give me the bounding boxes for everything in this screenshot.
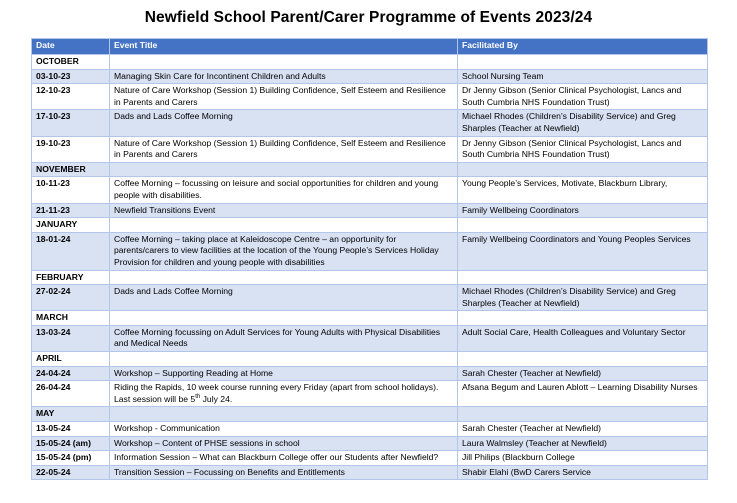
event-date: 18-01-24 (32, 232, 110, 270)
month-row (32, 162, 708, 177)
event-date: 03-10-23 (32, 69, 110, 84)
event-row (32, 203, 708, 218)
event-facilitator: Michael Rhodes (Children’s Disability Service) and Greg Sharples (Teacher at Newfield) (458, 110, 708, 136)
event-facilitator: Afsana Begum and Lauren Ablott – Learning Disability Nurses (458, 381, 708, 407)
event-title: Coffee Morning – taking place at Kaleidoscope Centre – an opportunity for parents/carers to view facilities at the location of the Young People’s Services Holiday Provision for children and young people with disabilities (110, 232, 458, 270)
event-date: 19-10-23 (32, 136, 110, 162)
event-row (32, 232, 708, 270)
event-row (32, 69, 708, 84)
event-row (32, 436, 708, 451)
month-row (32, 407, 708, 422)
month-label: MARCH (32, 311, 110, 326)
event-row (32, 136, 708, 162)
event-date: 21-11-23 (32, 203, 110, 218)
event-row (32, 84, 708, 110)
event-title: Transition Session – Focussing on Benefits and Entitlements (110, 465, 458, 480)
header-date: Date (32, 39, 110, 55)
event-facilitator: Laura Walmsley (Teacher at Newfield) (458, 436, 708, 451)
event-date: 13-03-24 (32, 325, 110, 351)
event-title (110, 381, 458, 407)
event-facilitator: Sarah Chester (Teacher at Newfield) (458, 366, 708, 381)
event-title-tail: July 24. (200, 393, 233, 404)
event-date: 17-10-23 (32, 110, 110, 136)
event-title: Workshop – Content of PHSE sessions in school (110, 436, 458, 451)
event-title: Dads and Lads Coffee Morning (110, 110, 458, 136)
event-date: 15-05-24 (pm) (32, 451, 110, 466)
month-row (32, 311, 708, 326)
events-table (31, 38, 708, 480)
event-row (32, 451, 708, 466)
month-row (32, 352, 708, 367)
empty-cell (110, 55, 458, 70)
month-label: OCTOBER (32, 55, 110, 70)
event-row (32, 325, 708, 351)
event-date: 10-11-23 (32, 177, 110, 203)
event-date: 13-05-24 (32, 422, 110, 437)
empty-cell (458, 270, 708, 285)
event-title: Coffee Morning focussing on Adult Services for Young Adults with Physical Disabilities and Medical Needs (110, 325, 458, 351)
empty-cell (458, 407, 708, 422)
event-date: 22-05-24 (32, 465, 110, 480)
table-header-row (32, 39, 708, 55)
event-row (32, 110, 708, 136)
event-date: 12-10-23 (32, 84, 110, 110)
header-facilitated-by: Facilitated By (458, 39, 708, 55)
event-date: 27-02-24 (32, 285, 110, 311)
event-title: Workshop – Supporting Reading at Home (110, 366, 458, 381)
event-title: Information Session – What can Blackburn College offer our Students after Newfield? (110, 451, 458, 466)
empty-cell (110, 407, 458, 422)
month-row (32, 55, 708, 70)
month-label: APRIL (32, 352, 110, 367)
page-title: Newfield School Parent/Carer Programme of Events 2023/24 (144, 9, 593, 26)
table-body (32, 55, 708, 480)
event-date: 24-04-24 (32, 366, 110, 381)
event-facilitator: Shabir Elahi (BwD Carers Service (458, 465, 708, 480)
month-row (32, 270, 708, 285)
event-row (32, 465, 708, 480)
event-title-text: Riding the Rapids, 10 week course running every Friday (apart from school holidays). Last session will be 5 (114, 382, 439, 404)
event-row (32, 285, 708, 311)
event-facilitator: Dr Jenny Gibson (Senior Clinical Psychologist, Lancs and South Cumbria NHS Foundation Trust) (458, 84, 708, 110)
event-facilitator: Family Wellbeing Coordinators (458, 203, 708, 218)
event-title: Managing Skin Care for Incontinent Children and Adults (110, 69, 458, 84)
event-row (32, 366, 708, 381)
empty-cell (110, 311, 458, 326)
event-facilitator: Jill Philips (Blackburn College (458, 451, 708, 466)
empty-cell (110, 352, 458, 367)
month-label: FEBRUARY (32, 270, 110, 285)
month-label: JANUARY (32, 218, 110, 233)
event-row (32, 422, 708, 437)
event-date: 15-05-24 (am) (32, 436, 110, 451)
empty-cell (458, 311, 708, 326)
event-row (32, 177, 708, 203)
event-facilitator: School Nursing Team (458, 69, 708, 84)
event-title: Coffee Morning – focussing on leisure and social opportunities for children and young people with disabilities. (110, 177, 458, 203)
event-facilitator: Family Wellbeing Coordinators and Young Peoples Services (458, 232, 708, 270)
event-title: Nature of Care Workshop (Session 1) Building Confidence, Self Esteem and Resilience in Parents and Carers (110, 84, 458, 110)
event-facilitator: Young People’s Services, Motivate, Blackburn Library, (458, 177, 708, 203)
month-label: NOVEMBER (32, 162, 110, 177)
empty-cell (110, 270, 458, 285)
empty-cell (458, 352, 708, 367)
month-row (32, 218, 708, 233)
event-facilitator: Dr Jenny Gibson (Senior Clinical Psychologist, Lancs and South Cumbria NHS Foundation Trust) (458, 136, 708, 162)
event-title: Nature of Care Workshop (Session 1) Building Confidence, Self Esteem and Resilience in Parents and Carers (110, 136, 458, 162)
month-label: MAY (32, 407, 110, 422)
event-facilitator: Adult Social Care, Health Colleagues and Voluntary Sector (458, 325, 708, 351)
event-title: Newfield Transitions Event (110, 203, 458, 218)
empty-cell (110, 162, 458, 177)
event-title: Dads and Lads Coffee Morning (110, 285, 458, 311)
event-facilitator: Michael Rhodes (Children’s Disability Service) and Greg Sharples (Teacher at Newfield) (458, 285, 708, 311)
event-row (32, 381, 708, 407)
header-event-title: Event Title (110, 39, 458, 55)
empty-cell (458, 162, 708, 177)
empty-cell (458, 218, 708, 233)
event-facilitator: Sarah Chester (Teacher at Newfield) (458, 422, 708, 437)
event-title-superscript: th (195, 393, 201, 400)
event-date: 26-04-24 (32, 381, 110, 407)
event-title: Workshop - Communication (110, 422, 458, 437)
empty-cell (458, 55, 708, 70)
empty-cell (110, 218, 458, 233)
